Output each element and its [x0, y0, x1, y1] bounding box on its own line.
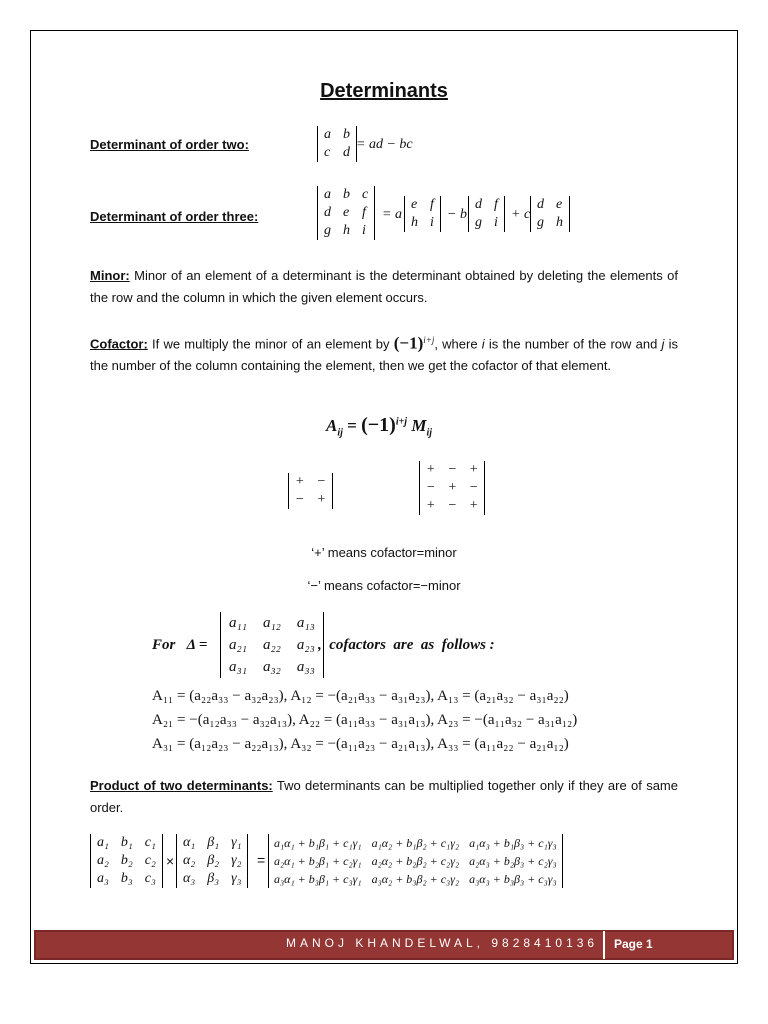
cofactor-label: Cofactor:: [90, 336, 148, 352]
minor-determinant-2: [468, 196, 505, 232]
cofactors-follow-text: , cofactors are as follows :: [318, 637, 495, 653]
matrix-cell: a₃α₂ + b₃β₂ + c₃γ₂: [371, 871, 460, 886]
matrix-cell: a₃: [97, 871, 109, 886]
matrix-cell: a₁α₃ + b₁β₃ + c₁γ₃: [469, 835, 557, 850]
matrix-cell: +: [426, 498, 436, 513]
matrix-cell: α₁: [183, 835, 196, 850]
matrix-cell: −: [447, 498, 457, 513]
formula-m: M: [407, 416, 427, 435]
footer-author: MANOJ KHANDELWAL, 9828410136: [286, 936, 599, 950]
matrix-cell: c: [362, 187, 369, 202]
matrix-cell: b: [343, 187, 350, 202]
page-border: [30, 30, 738, 964]
matrix-cell: c: [324, 145, 331, 160]
matrix-cell: a₁₂: [262, 614, 281, 631]
matrix-cell: a₂₁: [229, 636, 247, 653]
matrix-cell: γ₃: [231, 871, 242, 886]
matrix-cell: a₂₃: [296, 636, 315, 653]
matrix-cell: g: [475, 215, 482, 230]
delta-determinant: [220, 612, 324, 678]
order-three-determinant: [317, 186, 375, 240]
cofactor-text-1: If we multiply the minor of an element by: [147, 336, 394, 352]
matrix-cell: −: [426, 480, 436, 495]
matrix-cell: a₃α₁ + b₃β₁ + c₃γ₁: [274, 871, 362, 886]
page-title: Determinants: [320, 80, 448, 102]
cofactor-j: j: [661, 336, 665, 352]
cofactor-line-1: A₁₁ = (a₂₂a₃₃ − a₃₂a₂₃), A₁₂ = −(a₂₁a₃₃ − a₃₁a₂₃), A₁₃ = (a₂₁a₃₂ − a₃₁a₂₂): [152, 688, 569, 704]
plus-meaning: ‘+’ means cofactor=minor: [311, 545, 457, 560]
matrix-cell: b: [343, 127, 350, 142]
footer-separator: [603, 931, 605, 959]
minus-meaning: ‘−’ means cofactor=−minor: [307, 578, 461, 593]
order-three-rhs-a: = a: [382, 207, 402, 222]
formula-lhs: A: [326, 416, 338, 435]
minor-definition: [90, 265, 678, 309]
matrix-cell: +: [316, 492, 326, 507]
formula-eq: =: [342, 416, 362, 435]
minor-determinant-3: [530, 196, 570, 232]
matrix-cell: f: [494, 197, 498, 212]
order-three-label: Determinant of order three:: [90, 209, 259, 224]
product-right-determinant: [176, 834, 248, 888]
sign-matrix-3x3: [419, 461, 485, 515]
matrix-cell: a₂α₁ + b₂β₁ + c₂γ₁: [274, 853, 362, 868]
matrix-cell: β₃: [207, 871, 220, 886]
matrix-cell: f: [362, 205, 366, 220]
matrix-cell: i: [362, 223, 366, 238]
matrix-cell: h: [411, 215, 418, 230]
minor-determinant-1: [404, 196, 441, 232]
matrix-cell: g: [537, 215, 544, 230]
matrix-cell: h: [343, 223, 350, 238]
matrix-cell: g: [324, 223, 331, 238]
matrix-cell: a₃₂: [262, 658, 281, 675]
matrix-cell: f: [430, 197, 434, 212]
matrix-cell: a₂₂: [262, 636, 281, 653]
product-label: Product of two determinants:: [90, 778, 273, 793]
matrix-cell: +: [447, 480, 457, 495]
matrix-cell: d: [343, 145, 350, 160]
cofactor-formula: [326, 414, 432, 438]
matrix-cell: d: [537, 197, 544, 212]
matrix-cell: b₂: [120, 853, 133, 868]
matrix-cell: β₁: [207, 835, 220, 850]
product-times: ×: [166, 853, 175, 869]
matrix-cell: a₁₁: [229, 614, 247, 631]
cofactor-factor: (−1): [393, 333, 424, 353]
cofactor-text-3: is the number of the row and: [484, 336, 662, 352]
minor-label: Minor:: [90, 268, 130, 283]
matrix-cell: +: [426, 462, 436, 477]
matrix-cell: a: [324, 127, 331, 142]
formula-lhs-sub: ij: [337, 427, 343, 439]
order-three-rhs-b: − b: [447, 207, 467, 222]
matrix-cell: i: [494, 215, 498, 230]
matrix-cell: c₁: [144, 835, 156, 850]
cofactor-i: i: [481, 336, 485, 352]
cofactor-line-3: A₃₁ = (a₁₂a₂₃ − a₂₂a₁₃), A₃₂ = −(a₁₁a₂₃ − a₂₁a₁₃), A₃₃ = (a₁₁a₂₂ − a₂₁a₁₂): [152, 736, 569, 752]
matrix-cell: a₃α₃ + b₃β₃ + c₃γ₃: [469, 871, 557, 886]
order-three-rhs-c: + c: [511, 207, 531, 222]
matrix-cell: −: [316, 474, 326, 489]
matrix-cell: a: [324, 187, 331, 202]
product-definition: [90, 775, 678, 819]
order-two-rhs: = ad − bc: [356, 137, 413, 152]
sign-matrix-2x2: [288, 473, 333, 509]
matrix-cell: a₁: [97, 835, 109, 850]
product-equals: =: [257, 852, 266, 868]
matrix-cell: e: [343, 205, 350, 220]
matrix-cell: a₁₃: [296, 614, 315, 631]
matrix-cell: −: [447, 462, 457, 477]
matrix-cell: +: [295, 474, 305, 489]
formula-exp: i+j: [395, 416, 408, 428]
matrix-cell: a₂α₃ + b₂β₃ + c₂γ₃: [469, 853, 557, 868]
formula-factor: (−1): [361, 414, 396, 436]
matrix-cell: d: [324, 205, 331, 220]
matrix-cell: a₂α₂ + b₂β₂ + c₂γ₂: [371, 853, 460, 868]
product-left-determinant: [90, 834, 163, 888]
order-two-label: Determinant of order two:: [90, 137, 249, 152]
cofactor-exponent: i+j: [423, 335, 435, 345]
product-result-determinant: [268, 834, 563, 888]
matrix-cell: a₃₁: [229, 658, 247, 675]
matrix-cell: d: [475, 197, 482, 212]
matrix-cell: α₃: [183, 871, 196, 886]
product-text: Two determinants can be multiplied together only if they are of same order.: [90, 778, 678, 815]
matrix-cell: h: [556, 215, 563, 230]
cofactor-text-2: , where: [434, 336, 482, 352]
minor-text: Minor of an element of a determinant is the determinant obtained by deleting the elements of the row and the column in which the given element occurs.: [90, 268, 678, 305]
cofactor-definition: [90, 329, 678, 377]
order-two-determinant: [317, 126, 357, 162]
matrix-cell: b₁: [120, 835, 133, 850]
matrix-cell: γ₂: [231, 853, 242, 868]
matrix-cell: +: [468, 498, 479, 513]
formula-m-sub: ij: [426, 427, 433, 439]
matrix-cell: a₁α₂ + b₁β₂ + c₁γ₂: [371, 835, 460, 850]
matrix-cell: +: [468, 462, 479, 477]
for-delta-label: For Δ =: [152, 637, 208, 653]
matrix-cell: a₃₃: [296, 658, 315, 675]
matrix-cell: β₂: [207, 853, 220, 868]
matrix-cell: i: [430, 215, 434, 230]
matrix-cell: −: [468, 480, 479, 495]
matrix-cell: α₂: [183, 853, 196, 868]
matrix-cell: a₁α₁ + b₁β₁ + c₁γ₁: [274, 835, 362, 850]
cofactor-text-4: is the number of the column containing the element, then we get the cofactor of that element.: [90, 336, 679, 374]
matrix-cell: c₃: [144, 871, 156, 886]
cofactor-line-2: A₂₁ = −(a₁₂a₃₃ − a₃₂a₁₃), A₂₂ = (a₁₁a₃₃ − a₃₁a₁₃), A₂₃ = −(a₁₁a₃₂ − a₃₁a₁₂): [152, 712, 578, 728]
matrix-cell: e: [556, 197, 563, 212]
matrix-cell: e: [411, 197, 418, 212]
footer-page-number: Page 1: [614, 937, 653, 951]
matrix-cell: a₂: [97, 853, 109, 868]
matrix-cell: γ₁: [231, 835, 242, 850]
matrix-cell: c₂: [144, 853, 156, 868]
matrix-cell: −: [295, 492, 305, 507]
matrix-cell: b₃: [120, 871, 133, 886]
